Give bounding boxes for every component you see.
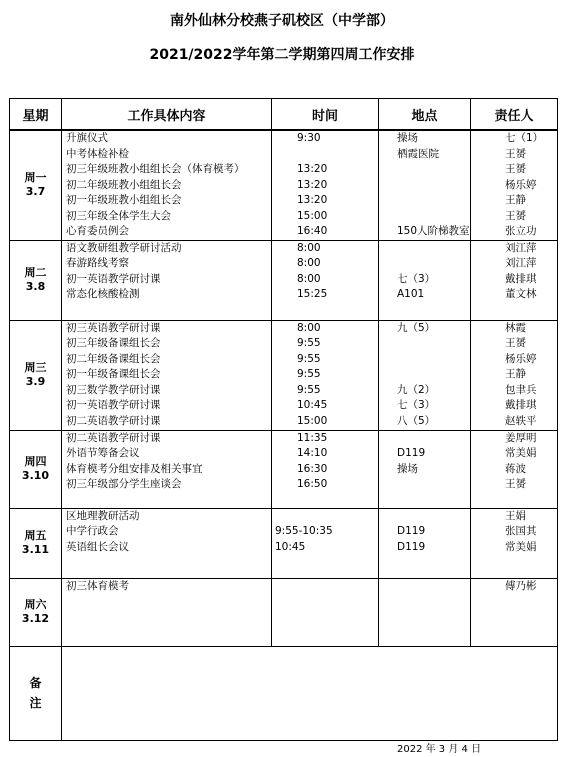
content-text: 体育模考分组安排及相关事宜: [66, 462, 203, 475]
place-cell: [379, 320, 471, 430]
remark-label: [10, 646, 62, 740]
content-text: 初二英语教学研讨课: [66, 414, 161, 427]
time-cell: [272, 430, 379, 508]
person-text: 蒋波: [505, 462, 526, 475]
place-text: 七（3）: [397, 272, 436, 285]
person-text: 王静: [505, 194, 526, 206]
place-cell: [379, 508, 471, 578]
time-text: 15:00: [297, 414, 328, 427]
person-text: 赵轶平: [505, 414, 537, 427]
person-text: 刘江萍: [505, 241, 537, 254]
time-cell: [272, 130, 379, 240]
person-cell: [471, 240, 558, 320]
content-text: 心育委员例会: [66, 225, 129, 237]
content-text: 初三体育模考: [66, 579, 129, 592]
person-text: 常美娟: [505, 447, 537, 459]
place-text: 操场: [397, 462, 418, 475]
time-text: 8:00: [297, 241, 321, 254]
day-cell: [10, 508, 62, 578]
time-text: 9:55-10:35: [275, 525, 333, 537]
time-cell: [272, 508, 379, 578]
place-text: [379, 162, 470, 178]
place-text: 九（2）: [397, 383, 436, 396]
day-cell: [10, 130, 62, 240]
day-date: 3.11: [21, 543, 50, 556]
time-text: 15:00: [297, 209, 328, 222]
header-person: 责任人: [471, 99, 558, 131]
content-text: 初三年级部分学生座谈会: [66, 478, 182, 490]
place-text: [379, 367, 470, 383]
day-row: [10, 508, 558, 578]
person-text: 王赟: [505, 209, 526, 222]
place-text: A101: [397, 288, 425, 300]
page-subtitle: 2021/2022学年第二学期第四周工作安排: [149, 47, 415, 63]
time-text: 8:00: [297, 272, 321, 285]
person-text: 王赟: [505, 337, 526, 349]
day-date: 3.12: [21, 612, 50, 625]
content-text: 初一英语教学研讨课: [66, 399, 161, 411]
person-text: 林霞: [505, 321, 526, 334]
content-text: 初一英语教学研讨课: [66, 272, 161, 285]
time-text: 10:45: [275, 540, 306, 553]
place-text: 七（3）: [397, 399, 436, 411]
place-cell: [379, 240, 471, 320]
day-date: 3.7: [25, 185, 46, 199]
person-text: 王赟: [505, 163, 526, 175]
person-text: 王赟: [505, 147, 526, 160]
person-text: 王娟: [505, 509, 526, 522]
day-name: 周五: [24, 529, 47, 542]
day-name: 周四: [24, 455, 47, 468]
person-text: 刘江萍: [505, 257, 537, 269]
content-text: 中学行政会: [66, 525, 119, 537]
person-text: 包聿兵: [505, 383, 537, 396]
content-text: 升旗仪式: [66, 132, 108, 144]
person-cell: [471, 430, 558, 508]
person-cell: [471, 508, 558, 578]
time-text: 11:35: [297, 431, 328, 444]
day-cell: [10, 320, 62, 430]
remark-label-1: 备: [29, 676, 42, 690]
content-text: 外语节筹备会议: [66, 447, 140, 459]
content-text: 初三数学教学研讨课: [66, 383, 161, 396]
content-text: 英语组长会议: [66, 540, 129, 553]
person-cell: [471, 320, 558, 430]
person-text: 姜厚明: [505, 431, 537, 444]
content-cell: [62, 240, 272, 320]
person-text: 戴排琪: [505, 399, 537, 411]
place-text: [379, 477, 470, 493]
content-cell: [62, 130, 272, 240]
place-text: D119: [397, 525, 426, 537]
page-title: 南外仙林分校燕子矶校区（中学部）: [170, 13, 394, 29]
content-text: 初二英语教学研讨课: [66, 431, 161, 444]
content-text: 春游路线考察: [66, 257, 129, 269]
time-text: 8:00: [297, 321, 321, 334]
content-text: 中考体检补检: [66, 147, 129, 160]
day-date: 3.8: [25, 280, 46, 293]
place-text: [379, 193, 470, 209]
place-text: 栖霞医院: [397, 147, 439, 160]
time-text: 13:20: [297, 163, 328, 175]
time-text: 16:40: [297, 225, 328, 237]
person-text: 七（1）: [505, 132, 544, 144]
time-text: 14:10: [297, 447, 328, 459]
person-text: 张国其: [505, 525, 537, 537]
content-text: 初三年级班教小组组长会（体育模考）: [66, 163, 245, 175]
place-text: [379, 352, 470, 368]
time-text: 9:55: [297, 383, 321, 396]
place-text: D119: [397, 540, 426, 553]
day-row: [10, 240, 558, 320]
place-cell: [379, 430, 471, 508]
time-text: 9:55: [297, 337, 321, 349]
place-cell: [379, 130, 471, 240]
time-text: [272, 147, 378, 163]
time-text: 16:30: [297, 462, 328, 475]
day-cell: [10, 430, 62, 508]
day-row: [10, 578, 558, 646]
person-text: 王赟: [505, 478, 526, 490]
person-text: 杨乐婷: [505, 352, 537, 365]
time-text: 13:20: [297, 178, 328, 191]
day-name: 周二: [24, 266, 47, 279]
time-cell: [272, 578, 379, 646]
content-text: 常态化核酸检测: [66, 288, 140, 300]
header-content: 工作具体内容: [62, 99, 272, 131]
place-text: D119: [397, 447, 426, 459]
place-text: [379, 431, 470, 447]
remark-content: [62, 646, 558, 740]
content-text: 区地理教研活动: [66, 509, 140, 522]
content-cell: [62, 430, 272, 508]
time-text: [272, 579, 378, 595]
header-day: 星期: [10, 99, 62, 131]
time-text: 15:25: [297, 288, 328, 300]
person-text: 张立功: [505, 225, 537, 237]
day-name: 周三: [24, 361, 47, 374]
person-text: 戴排琪: [505, 272, 537, 285]
place-text: [379, 509, 470, 525]
person-text: 常美娟: [505, 540, 537, 553]
day-row: [10, 320, 558, 430]
place-text: 八（5）: [397, 414, 436, 427]
content-text: 初二年级班教小组组长会: [66, 178, 182, 191]
time-text: 10:45: [297, 399, 328, 411]
person-cell: [471, 578, 558, 646]
content-text: 初三年级全体学生大会: [66, 209, 171, 222]
place-text: [379, 209, 470, 225]
schedule-table: [9, 98, 558, 741]
remark-row: [10, 646, 558, 740]
place-text: 150人阶梯教室: [397, 225, 470, 237]
time-text: 9:55: [297, 368, 321, 380]
time-text: 13:20: [297, 194, 328, 206]
content-text: 初一年级备课组长会: [66, 368, 161, 380]
content-text: 初二年级备课组长会: [66, 352, 161, 365]
day-date: 3.10: [21, 469, 50, 482]
content-cell: [62, 578, 272, 646]
content-text: 初三年级备课组长会: [66, 337, 161, 349]
header-place: 地点: [379, 99, 471, 131]
place-text: [379, 336, 470, 352]
day-name: 周一: [24, 171, 47, 185]
time-text: 8:00: [297, 257, 321, 269]
day-cell: [10, 578, 62, 646]
person-text: 傅乃彬: [505, 579, 537, 592]
time-cell: [272, 320, 379, 430]
time-text: 9:30: [297, 132, 321, 144]
day-date: 3.9: [25, 375, 46, 388]
time-cell: [272, 240, 379, 320]
day-name: 周六: [24, 598, 47, 611]
content-cell: [62, 508, 272, 578]
person-cell: [471, 130, 558, 240]
time-text: [272, 509, 378, 525]
day-row: [10, 430, 558, 508]
header-time: 时间: [272, 99, 379, 131]
place-text: 操场: [397, 132, 418, 144]
footer-date: 2022 年 3 月 4 日: [397, 744, 482, 755]
place-text: [379, 178, 470, 194]
header-row: [10, 99, 558, 131]
content-cell: [62, 320, 272, 430]
person-text: 董文林: [505, 288, 537, 300]
place-text: [379, 579, 470, 595]
time-text: 16:50: [297, 478, 328, 490]
place-text: [379, 256, 470, 272]
time-text: 9:55: [297, 352, 321, 365]
place-cell: [379, 578, 471, 646]
person-text: 杨乐婷: [505, 178, 537, 191]
place-text: 九（5）: [397, 321, 436, 334]
day-cell: [10, 240, 62, 320]
day-row: [10, 130, 558, 240]
place-text: [379, 241, 470, 257]
remark-label-2: 注: [29, 696, 42, 710]
content-text: 初一年级班教小组组长会: [66, 194, 182, 206]
content-text: 初三英语教学研讨课: [66, 321, 161, 334]
person-text: 王静: [505, 368, 526, 380]
content-text: 语文教研组教学研讨活动: [66, 241, 182, 254]
